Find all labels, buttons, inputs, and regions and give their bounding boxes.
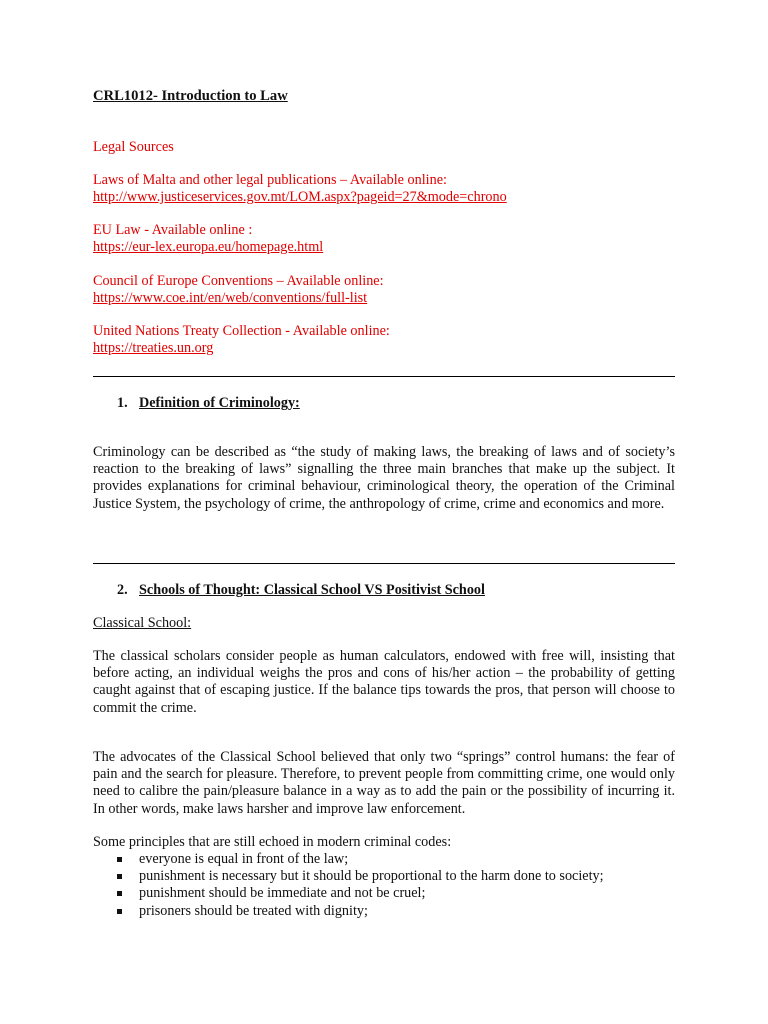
source-label-un-treaty: United Nations Treaty Collection - Available online: xyxy=(93,323,390,339)
source-label-eu-law: EU Law - Available online : xyxy=(93,222,253,238)
principle-text: punishment should be immediate and not be cruel; xyxy=(139,885,426,902)
classical-school-paragraph-1: The classical scholars consider people as human calculators, endowed with free will, insisting that before acting, an individual weighs the pros and cons of his/her action – the probability of getting caught against that of escaping justice. If the balance tips towards the pros, that person will choose to commit the crime. xyxy=(93,648,675,716)
legal-sources-heading: Legal Sources xyxy=(93,139,174,155)
list-item xyxy=(93,868,604,885)
list-item xyxy=(93,885,604,902)
section-1-title: Definition of Criminology: xyxy=(139,395,300,411)
source-link-un-treaty[interactable]: https://treaties.un.org xyxy=(93,340,214,356)
criminology-definition-paragraph: Criminology can be described as “the study of making laws, the breaking of laws and of society’s reaction to the breaking of laws” signalling the three main branches that make up the subject. It provides explanations for criminal behaviour, criminological theory, the operation of the Criminal Justice System, the psychology of crime, the anthropology of crime, crime and economics and more. xyxy=(93,444,675,512)
source-label-council-of-europe: Council of Europe Conventions – Available online: xyxy=(93,273,384,289)
principle-text: punishment is necessary but it should be proportional to the harm done to society; xyxy=(139,868,604,885)
source-label-laws-of-malta: Laws of Malta and other legal publications – Available online: xyxy=(93,172,447,188)
section-1-number: 1. xyxy=(117,395,128,411)
document-title: CRL1012- Introduction to Law xyxy=(93,88,288,104)
bullet-square-icon xyxy=(117,857,122,862)
list-item xyxy=(93,851,604,868)
classical-school-subheading: Classical School: xyxy=(93,615,192,631)
principle-text: prisoners should be treated with dignity; xyxy=(139,902,368,919)
bullet-square-icon xyxy=(117,874,122,879)
section-2-number: 2. xyxy=(117,582,128,598)
section-2-heading xyxy=(117,582,485,599)
list-item xyxy=(93,903,604,920)
source-link-eu-law[interactable]: https://eur-lex.europa.eu/homepage.html xyxy=(93,239,324,255)
principle-text: everyone is equal in front of the law; xyxy=(139,851,349,867)
principles-intro: Some principles that are still echoed in modern criminal codes: xyxy=(93,834,452,850)
bullet-square-icon xyxy=(117,909,122,914)
source-link-council-of-europe[interactable]: https://www.coe.int/en/web/conventions/full-list xyxy=(93,290,368,306)
bullet-square-icon xyxy=(117,891,122,896)
section-1-heading xyxy=(117,395,300,412)
divider-line xyxy=(93,376,675,377)
section-2-title: Schools of Thought: Classical School VS Positivist School xyxy=(139,582,485,598)
principles-list xyxy=(93,851,604,920)
divider-line xyxy=(93,563,675,564)
classical-school-paragraph-2: The advocates of the Classical School believed that only two “springs” control humans: the fear of pain and the search for pleasure. Therefore, to prevent people from committing crime, one would only need to calibre the pain/pleasure balance in a way as to add the pain or the possibility of incurring it. In other words, make laws harsher and improve law enforcement. xyxy=(93,749,675,817)
source-link-laws-of-malta[interactable]: http://www.justiceservices.gov.mt/LOM.aspx?pageid=27&mode=chrono xyxy=(93,189,507,205)
